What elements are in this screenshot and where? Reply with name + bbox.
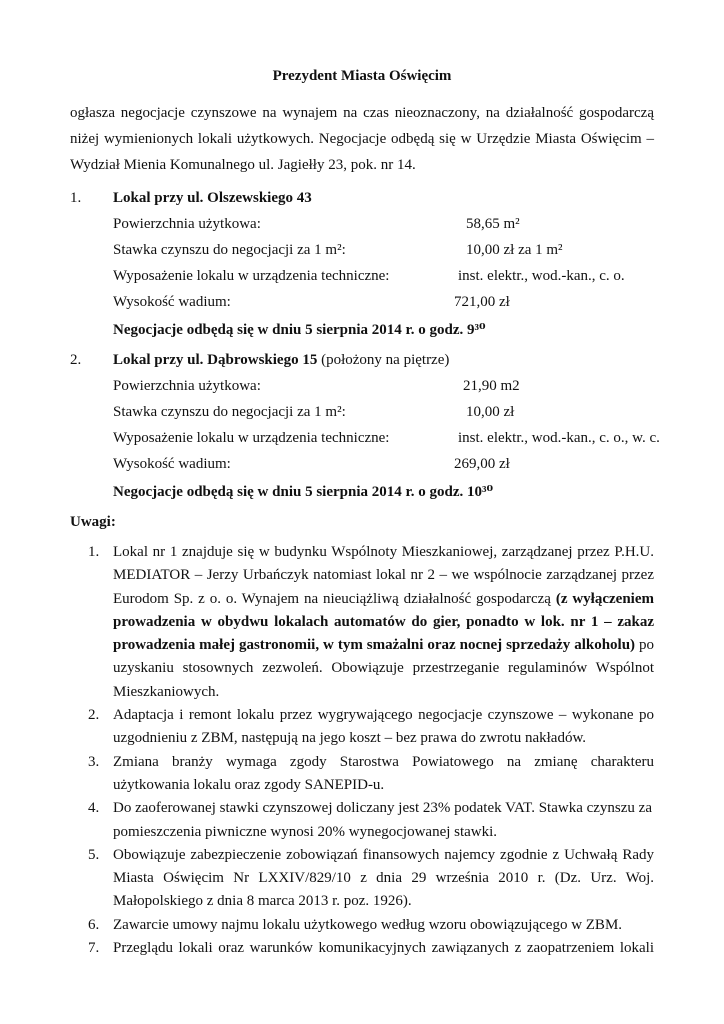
negotiation-date: Negocjacje odbędą się w dniu 5 sierpnia 2014 r. o godz. 10³⁰ [113,484,494,500]
negotiation-date: Negocjacje odbędą się w dniu 5 sierpnia 2014 r. o godz. 9³⁰ [113,322,486,338]
rate-label: Stawka czynszu do negocjacji za 1 m²: [113,242,346,258]
rate-value: 10,00 zł [466,404,515,420]
equipment-label: Wyposażenie lokalu w urządzenia techniczne: [113,430,390,446]
listing-number: 1. [70,190,82,206]
note-number: 6. [88,916,100,933]
note-item: 4. Do zaoferowanej stawki czynszowej doliczany jest 23% podatek VAT. Stawka czynszu za pomieszczenia piwniczne wynosi 20% wynegocjowanej stawki. [113,797,654,844]
note-item: 6. Zawarcie umowy najmu lokalu użytkowego według wzoru obowiązującego w ZBM. [113,914,654,937]
area-value: 58,65 m² [466,216,520,232]
equipment-value: inst. elektr., wod.-kan., c. o. [458,268,625,284]
area-label: Powierzchnia użytkowa: [113,216,261,232]
deposit-value: 269,00 zł [454,456,510,472]
note-item: 3. Zmiana branży wymaga zgody Starostwa Powiatowego na zmianę charakteru użytkowania lokalu oraz zgody SANEPID-u. [113,751,654,798]
note-number: 1. [88,544,100,560]
rate-label: Stawka czynszu do negocjacji za 1 m²: [113,404,346,420]
note-number: 7. [88,940,100,957]
note-item: 5. Obowiązuje zabezpieczenie zobowiązań finansowych najemcy zgodnie z Uchwałą Rady Miasta Oświęcim Nr LXXIV/829/10 z dnia 29 września 2010 r. (Dz. Urz. Woj. Małopolskiego z dnia 8 marca 2013 r. poz. 1926). [113,844,654,914]
note-item: 7. Przeglądu lokali oraz warunków komunikacyjnych zawiązanych z zaopatrzeniem lokali [113,937,654,960]
equipment-label: Wyposażenie lokalu w urządzenia techniczne: [113,268,390,284]
rate-value: 10,00 zł za 1 m² [466,242,563,258]
listing-number: 2. [70,352,82,368]
deposit-label: Wysokość wadium: [113,456,231,472]
deposit-value: 721,00 zł [454,294,510,310]
note-item: 1. Lokal nr 1 znajduje się w budynku Wspólnoty Mieszkaniowej, zarządzanej przez P.H.U. MEDIATOR – Jerzy Urbańczyk natomiast lokal nr 2 – we wspólnocie zarządzanej przez Eurodom Sp. z o. o. Wynajem na nieuciążliwą działalność gospodarczą (z wyłączeniem prowadzenia w obydwu lokalach automatów do gier, ponadto w lok. nr 1 – zakaz prowadzenia małej gastronomii, w tym smażalni oraz nocnej sprzedaży alkoholu) po uzyskaniu stosownych zezwoleń. Obowiązuje przestrzeganie regulaminów Wspólnot Mieszkaniowych. [113,541,654,704]
deposit-label: Wysokość wadium: [113,294,231,310]
listing-heading: Lokal przy ul. Dąbrowskiego 15 (położony na piętrze) [113,352,450,368]
intro-paragraph: ogłasza negocjacje czynszowe na wynajem na czas nieoznaczony, na działalność gospodarczą niżej wymienionych lokali użytkowych. Negocjacje odbędą się w Urzędzie Miasta Oświęcim – Wydział Mienia Komunalnego ul. Jagiełły 23, pok. nr 14. [70,105,654,173]
note-number: 4. [88,800,100,817]
listing-heading: Lokal przy ul. Olszewskiego 43 [113,190,312,206]
document-title: Prezydent Miasta Oświęcim [272,68,452,84]
equipment-value: inst. elektr., wod.-kan., c. o., w. c. [458,430,660,446]
note-number: 2. [88,707,100,724]
area-value: 21,90 m2 [463,378,520,394]
note-number: 3. [88,753,100,770]
area-label: Powierzchnia użytkowa: [113,378,261,394]
note-item: 2. Adaptacja i remont lokalu przez wygrywającego negocjacje czynszowe – wykonane po uzgodnieniu z ZBM, następują na jego koszt – bez prawa do zwrotu nakładów. [113,704,654,751]
note-number: 5. [88,846,100,863]
notes-heading: Uwagi: [70,514,116,530]
notes-list [88,541,654,960]
